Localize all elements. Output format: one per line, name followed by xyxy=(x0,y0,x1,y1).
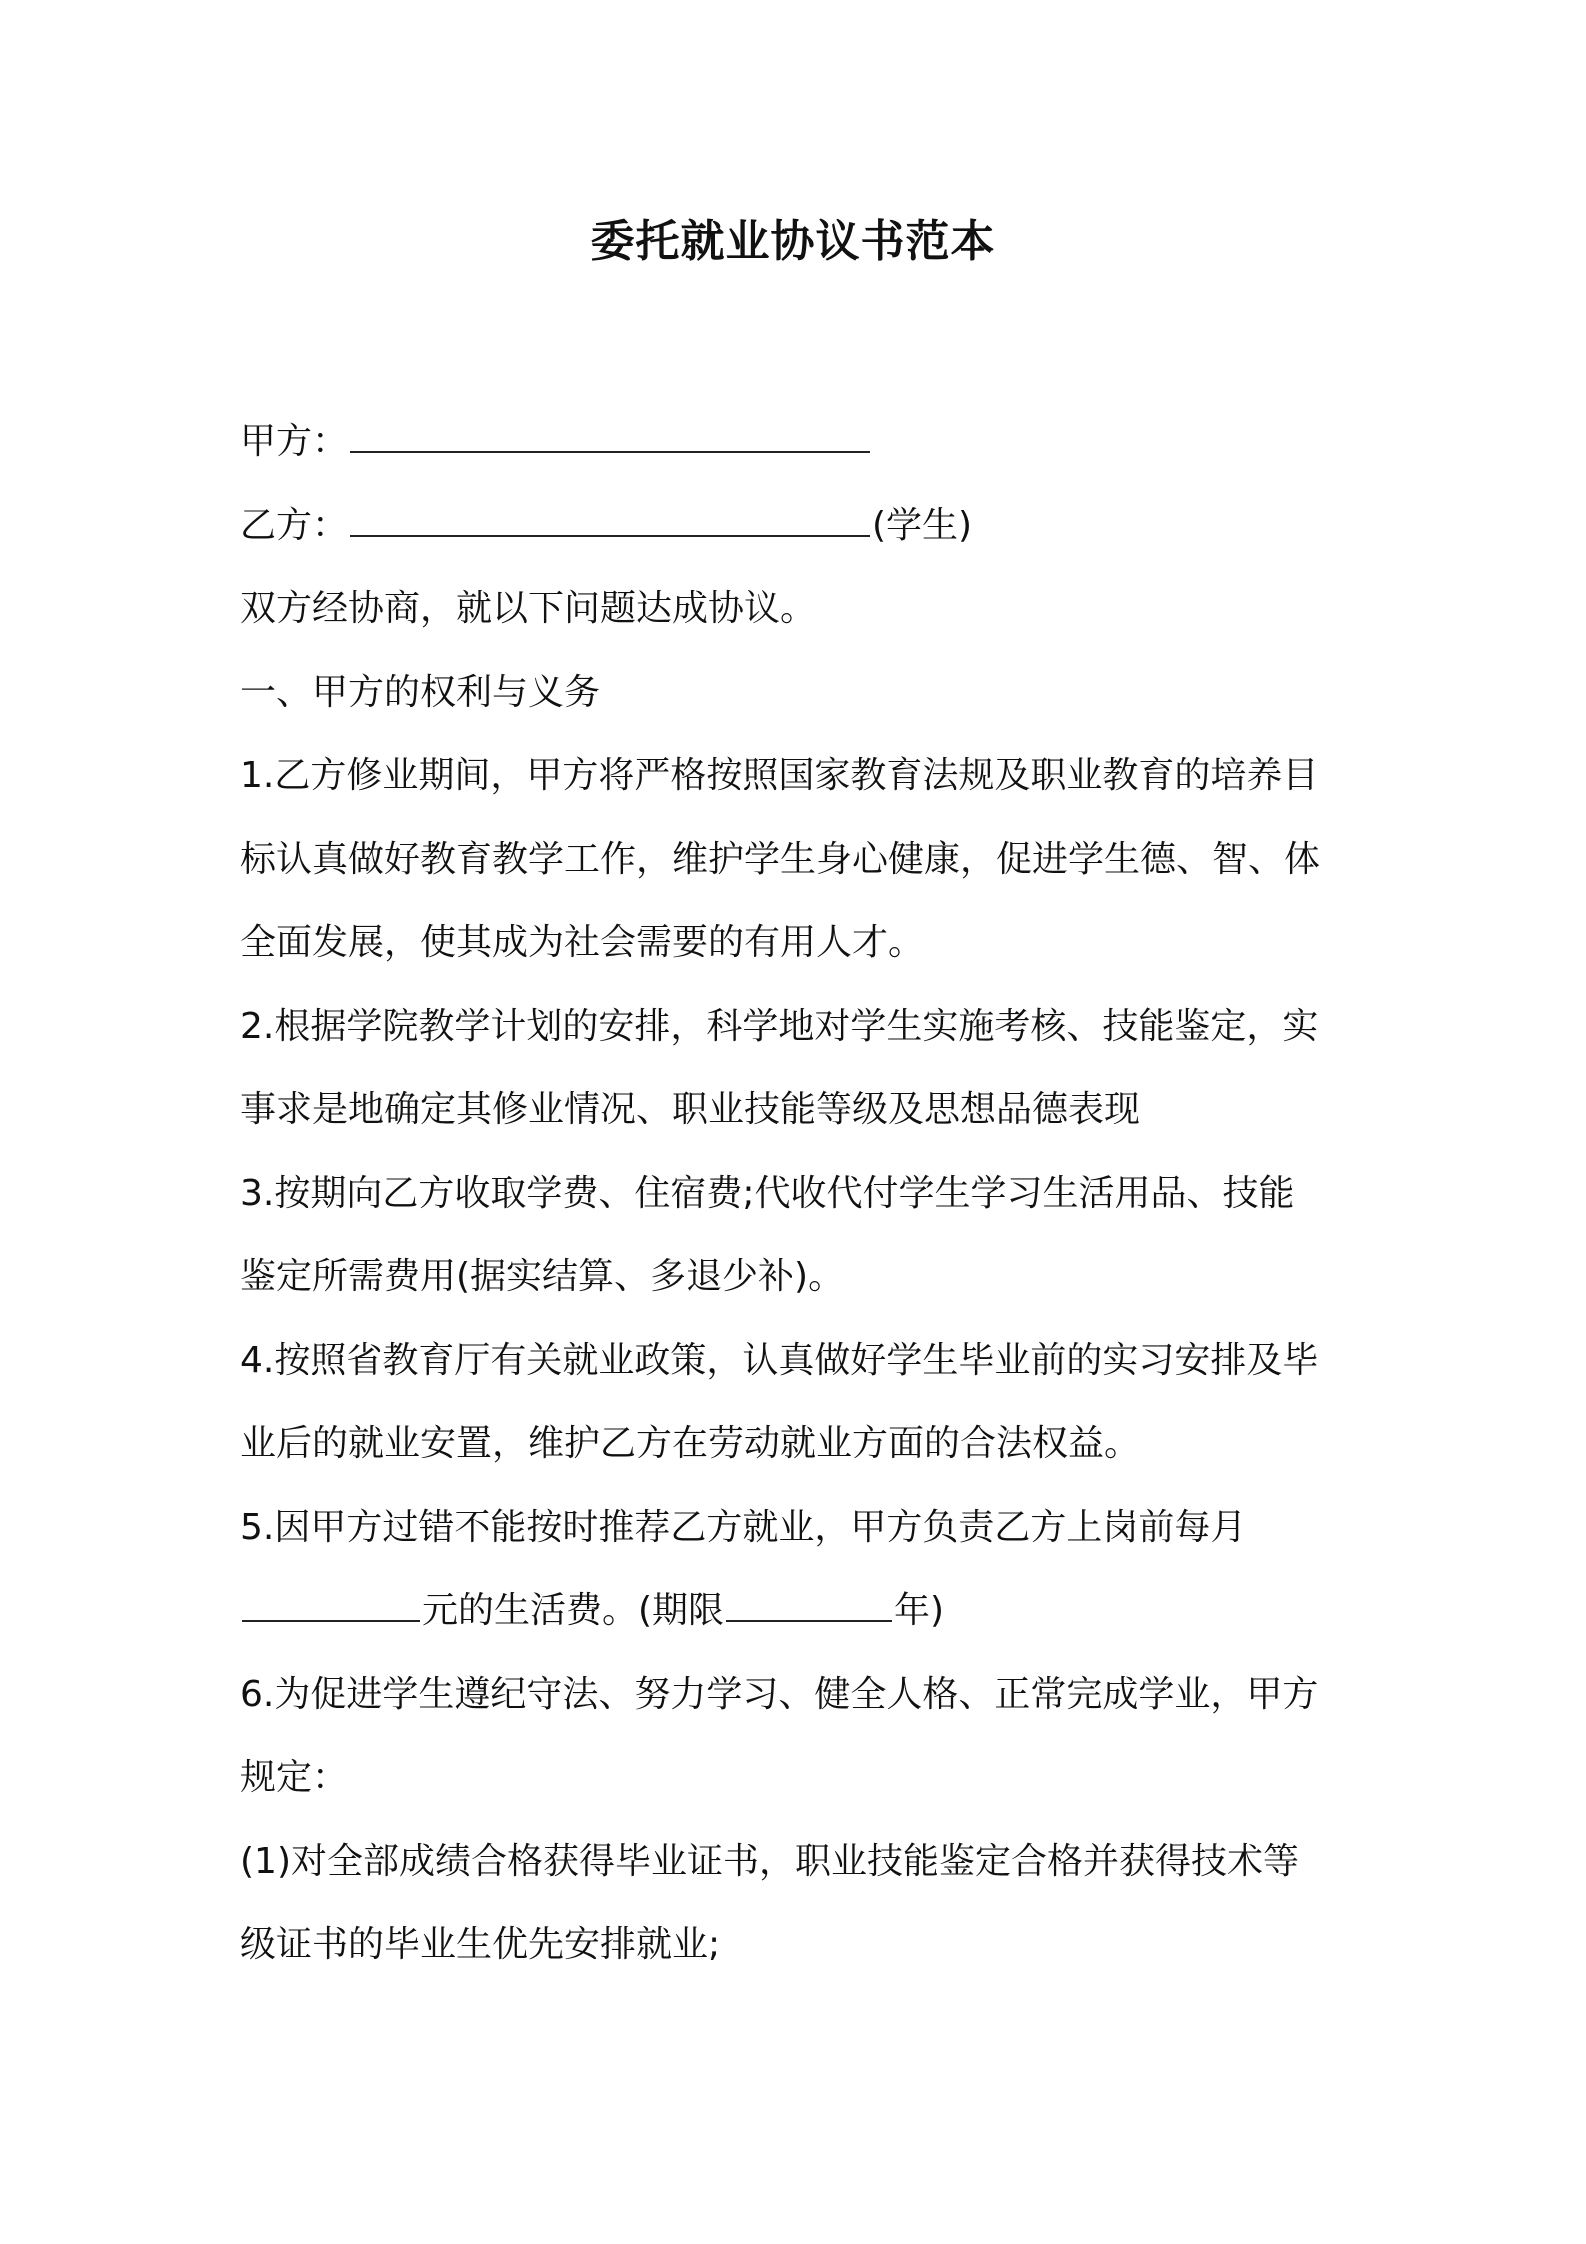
document-title: 委托就业协议书范本 xyxy=(590,216,996,267)
party-a-line xyxy=(240,400,1360,484)
clause-4-line: 4.按照省教育厅有关就业政策，认真做好学生毕业前的实习安排及毕 xyxy=(240,1339,1319,1381)
document-body xyxy=(240,400,1360,1987)
party-b-line xyxy=(240,484,1360,568)
party-b-blank xyxy=(350,509,870,537)
intro-text: 双方经协商，就以下问题达成协议。 xyxy=(240,588,817,629)
clause-6-item-line: (1)对全部成绩合格获得毕业证书，职业技能鉴定合格并获得技术等 xyxy=(240,1840,1299,1882)
clause-4-line: 业后的就业安置，维护乙方在劳动就业方面的合法权益。 xyxy=(240,1423,1141,1464)
party-b-label: 乙方： xyxy=(240,504,349,546)
years-suffix: 年) xyxy=(894,1590,945,1631)
clause-6-line: 规定： xyxy=(240,1757,349,1798)
clause-6-line: 6.为促进学生遵纪守法、努力学习、健全人格、正常完成学业，甲方 xyxy=(240,1673,1319,1715)
monthly-amount-blank xyxy=(242,1594,420,1622)
party-b-suffix: (学生) xyxy=(872,504,973,546)
clause-1-line: 全面发展，使其成为社会需要的有用人才。 xyxy=(240,922,925,963)
clause-3-line: 鉴定所需费用(据实结算、多退少补)。 xyxy=(240,1256,845,1297)
clause-5-amount-line xyxy=(240,1569,1360,1653)
section-1-heading: 一、甲方的权利与义务 xyxy=(240,671,601,713)
clause-5-line: 5.因甲方过错不能按时推荐乙方就业，甲方负责乙方上岗前每月 xyxy=(240,1506,1247,1548)
clause-2-line: 2.根据学院教学计划的安排，科学地对学生实施考核、技能鉴定，实 xyxy=(240,1005,1319,1047)
amount-suffix: 元的生活费。(期限 xyxy=(422,1590,725,1631)
party-a-label: 甲方： xyxy=(240,421,349,462)
party-a-blank xyxy=(350,425,870,453)
term-years-blank xyxy=(726,1594,892,1622)
clause-2-line: 事求是地确定其修业情况、职业技能等级及思想品德表现 xyxy=(240,1089,1141,1130)
clause-1-line: 标认真做好教育教学工作，维护学生身心健康，促进学生德、智、体 xyxy=(240,838,1321,880)
clause-3-line: 3.按期向乙方收取学费、住宿费;代收代付学生学习生活用品、技能 xyxy=(240,1172,1295,1214)
clause-1-line: 1.乙方修业期间，甲方将严格按照国家教育法规及职业教育的培养目 xyxy=(240,755,1319,796)
clause-6-item-line: 级证书的毕业生优先安排就业; xyxy=(240,1924,721,1965)
